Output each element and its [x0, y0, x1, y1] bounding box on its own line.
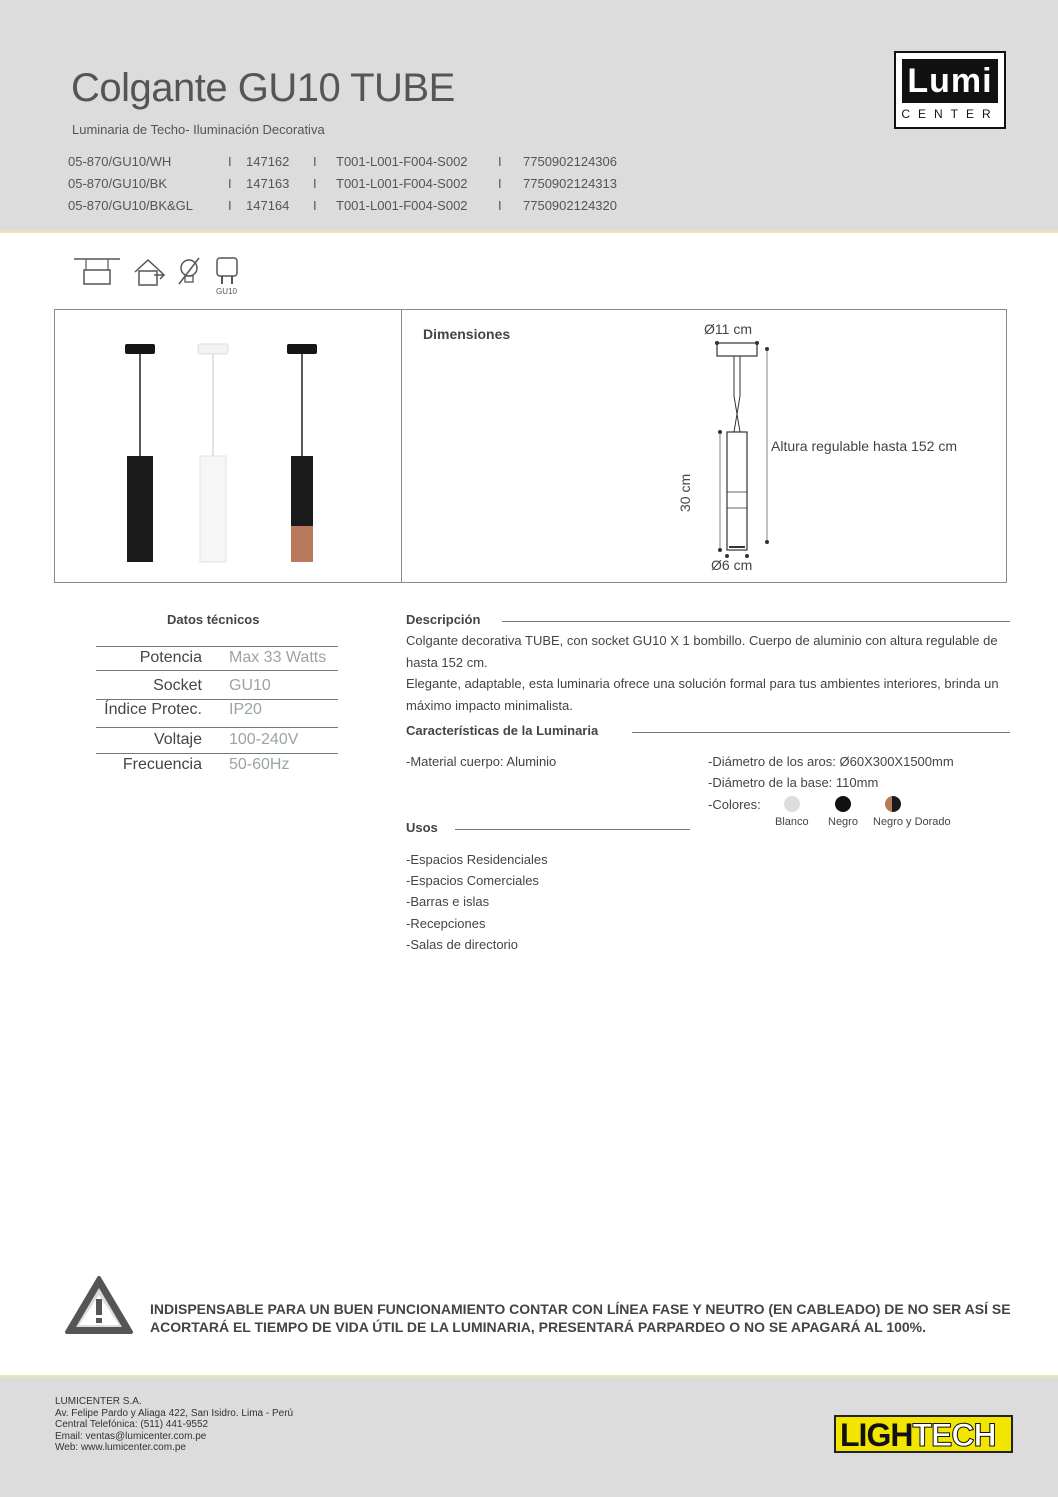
code-separator: I — [498, 154, 502, 169]
code-ean: 7750902124320 — [523, 198, 617, 213]
spec-value: 100-240V — [229, 731, 299, 748]
dim-tube-length: 30 cm — [677, 473, 693, 512]
code-ref: 05-870/GU10/WH — [68, 154, 172, 169]
warning-triangle-icon — [64, 1275, 134, 1340]
product-panel — [54, 309, 1007, 583]
usos-rule — [455, 829, 690, 830]
gu10-caption: GU10 — [216, 287, 237, 296]
code-separator: I — [498, 198, 502, 213]
swatch-negro — [835, 796, 851, 812]
product-photo — [115, 338, 335, 568]
caracteristicas-rule — [632, 732, 1010, 733]
footer-email[interactable]: Email: ventas@lumicenter.com.pe — [55, 1430, 207, 1442]
product-subtitle: Luminaria de Techo- Iluminación Decorativa — [72, 122, 325, 137]
spec-value: GU10 — [229, 677, 271, 694]
footer-contact — [55, 1396, 293, 1454]
product-title: Colgante GU10 TUBE — [71, 66, 455, 110]
swatch-blanco — [784, 796, 800, 812]
logo-top-text: Lumi — [902, 59, 998, 103]
usos-item: -Salas de directorio — [406, 937, 518, 952]
code-separator: I — [228, 198, 232, 213]
code-cat: T001-L001-F004-S002 — [336, 154, 468, 169]
dimmable-bulb-icon — [176, 256, 202, 293]
footer-web[interactable]: Web: www.lumicenter.com.pe — [55, 1442, 186, 1453]
code-ean: 7750902124313 — [523, 176, 617, 191]
spec-row-socket — [96, 675, 338, 701]
footer-address: Av. Felipe Pardo y Aliaga 422, San Isidro. Lima - Perú — [55, 1407, 294, 1419]
code-separator: I — [498, 176, 502, 191]
footer-phone: Central Telefónica: (511) 441-9552 — [55, 1419, 209, 1430]
lightech-part-a: LIGH — [840, 1417, 913, 1453]
descripcion-p2: Elegante, adaptable, esta luminaria ofrece una solución formal para tus ambientes interiores, brinda un máximo impacto minimalista. — [406, 676, 999, 713]
code-ref: 05-870/GU10/BK&GL — [68, 198, 194, 213]
usos-item: -Espacios Comerciales — [406, 873, 539, 888]
warning-text: INDISPENSABLE PARA UN BUEN FUNCIONAMIENTO CONTAR CON LÍNEA FASE Y NEUTRO (EN CABLEADO) DE NO SER ASÍ SE ACORTARÁ EL TIEMPO DE VIDA ÚTIL DE LA LUMINARIA, PRESENTARÁ PARPARDEO O NO SE APAGARÁ AL 100%. — [150, 1301, 1011, 1335]
lumicenter-logo — [894, 51, 1006, 129]
header-band — [0, 0, 1058, 233]
spec-row-frecuencia — [96, 754, 338, 780]
pendant-ceiling-icon — [72, 256, 122, 293]
spec-label: Frecuencia — [122, 756, 202, 773]
code-separator: I — [228, 154, 232, 169]
spec-value: Max 33 Watts — [229, 649, 327, 666]
datos-tecnicos-title: Datos técnicos — [167, 612, 260, 627]
code-separator: I — [313, 154, 317, 169]
swatch-label-negro-dorado: Negro y Dorado — [873, 816, 951, 828]
descripcion-title: Descripción — [406, 612, 481, 627]
descripcion-rule — [502, 621, 1010, 622]
caract-aros: -Diámetro de los aros: Ø60X300X1500mm — [708, 754, 954, 769]
spec-label: Voltaje — [153, 731, 202, 748]
caract-material: -Material cuerpo: Aluminio — [406, 754, 557, 769]
spec-label: Índice Protec. — [104, 701, 202, 718]
spec-row-indice — [96, 699, 338, 725]
swatch-label-negro: Negro — [828, 816, 858, 828]
code-cat: T001-L001-F004-S002 — [336, 176, 468, 191]
code-id: 147164 — [246, 198, 290, 213]
dim-height-label: Altura regulable hasta 152 cm — [771, 438, 957, 454]
code-separator: I — [313, 198, 317, 213]
usos-title: Usos — [406, 820, 438, 835]
code-id: 147163 — [246, 176, 290, 191]
dimension-drawing — [685, 332, 785, 562]
code-id: 147162 — [246, 154, 290, 169]
spec-rule — [96, 727, 338, 728]
spec-value: 50-60Hz — [229, 756, 290, 773]
spec-rule — [96, 670, 338, 671]
code-cat: T001-L001-F004-S002 — [336, 198, 468, 213]
descripcion-body — [406, 630, 1012, 716]
spec-row-voltaje — [96, 729, 338, 755]
caracteristicas-title: Características de la Luminaria — [406, 723, 599, 738]
logo-bottom-text: CENTER — [901, 107, 999, 121]
code-ean: 7750902124306 — [523, 154, 617, 169]
footer-band — [0, 1375, 1058, 1497]
gu10-socket-icon — [214, 256, 240, 296]
panel-divider — [401, 310, 402, 582]
caract-base: -Diámetro de la base: 110mm — [708, 775, 879, 790]
code-separator: I — [228, 176, 232, 191]
descripcion-p1: Colgante decorativa TUBE, con socket GU10 X 1 bombillo. Cuerpo de aluminio con altura regulable de hasta 152 cm. — [406, 633, 998, 670]
spec-value: IP20 — [229, 701, 262, 718]
caract-colores-label: -Colores: — [708, 797, 761, 812]
swatch-label-blanco: Blanco — [775, 816, 809, 828]
code-ref: 05-870/GU10/BK — [68, 176, 168, 191]
usos-item: -Espacios Residenciales — [406, 852, 548, 867]
spec-label: Potencia — [139, 649, 202, 666]
indoor-home-icon — [132, 256, 168, 293]
usos-item: -Barras e islas — [406, 894, 490, 909]
dim-top-diameter: Ø11 cm — [704, 321, 752, 337]
usos-item: -Recepciones — [406, 916, 486, 931]
footer-company: LUMICENTER S.A. — [55, 1396, 142, 1407]
code-separator: I — [313, 176, 317, 191]
lightech-part-b: TECH — [912, 1417, 996, 1453]
dim-bottom-diameter: Ø6 cm — [711, 557, 753, 573]
swatch-negro-dorado — [885, 796, 901, 812]
lightech-logo — [834, 1415, 1013, 1453]
lightech-wordmark — [840, 1418, 996, 1452]
dimensions-title: Dimensiones — [423, 326, 511, 342]
spec-label: Socket — [153, 677, 202, 694]
